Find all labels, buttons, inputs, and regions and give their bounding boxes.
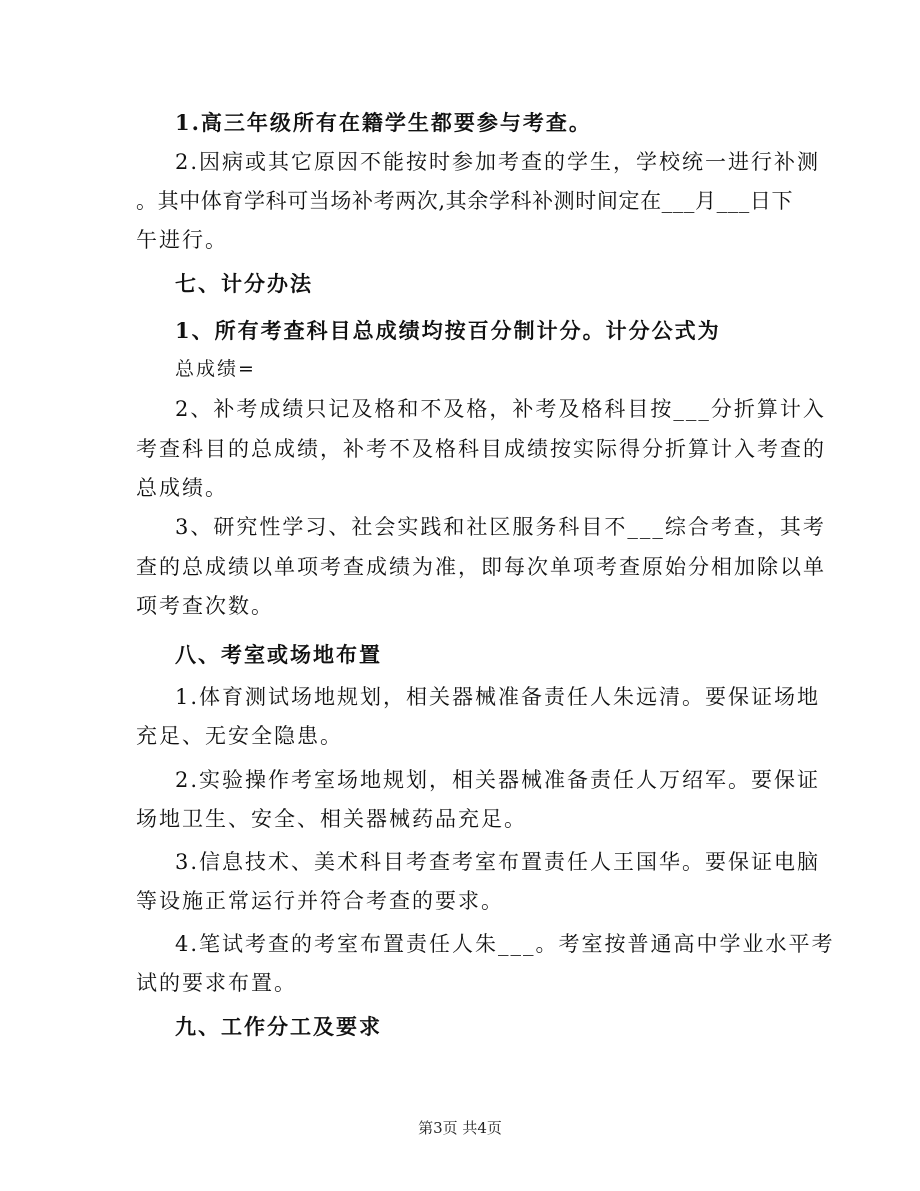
paragraph-line: 2.因病或其它原因不能按时参加考查的学生，学校统一进行补测: [175, 150, 821, 174]
paragraph-line: 充足、无安全隐患。: [136, 724, 343, 748]
paragraph-line: 2.实验操作考室场地规划，相关器械准备责任人万绍军。要保证: [175, 768, 821, 792]
section-heading: 八、考室或场地布置: [175, 642, 382, 667]
section-heading: 九、工作分工及要求: [175, 1014, 382, 1039]
paragraph-line: 1、所有考查科目总成绩均按百分制计分。计分公式为: [175, 318, 721, 343]
paragraph-line: 1.体育测试场地规划，相关器械准备责任人朱远清。要保证场地: [175, 685, 821, 709]
paragraph-line: 场地卫生、安全、相关器械药品充足。: [136, 807, 527, 831]
paragraph-line: 4.笔试考查的考室布置责任人朱___。考室按普通高中学业水平考: [175, 932, 835, 956]
paragraph-line: 考查科目的总成绩，补考不及格科目成绩按实际得分折算计入考查的: [136, 437, 826, 461]
paragraph-line: 总成绩。: [136, 476, 228, 500]
paragraph-line: 午进行。: [136, 228, 228, 252]
paragraph-line: 。其中体育学科可当场补考两次,其余学科补测时间定在___月___日下: [136, 189, 794, 213]
paragraph-line: 查的总成绩以单项考查成绩为准，即每次单项考查原始分相加除以单: [136, 555, 826, 579]
section-heading: 七、计分办法: [175, 271, 313, 296]
page-footer: 第3页 共4页: [418, 1119, 502, 1137]
paragraph-line: 项考查次数。: [136, 594, 274, 618]
paragraph-line: 3、研究性学习、社会实践和社区服务科目不___综合考查，其考: [175, 515, 826, 539]
formula-line: 总成绩=: [175, 358, 256, 380]
paragraph-line: 1.高三年级所有在籍学生都要参与考查。: [175, 110, 592, 135]
paragraph-line: 2、补考成绩只记及格和不及格，补考及格科目按___分折算计入: [175, 397, 826, 421]
paragraph-line: 试的要求布置。: [136, 971, 297, 995]
paragraph-line: 3.信息技术、美术科目考查考室布置责任人王国华。要保证电脑: [175, 850, 821, 874]
paragraph-line: 等设施正常运行并符合考查的要求。: [136, 889, 504, 913]
